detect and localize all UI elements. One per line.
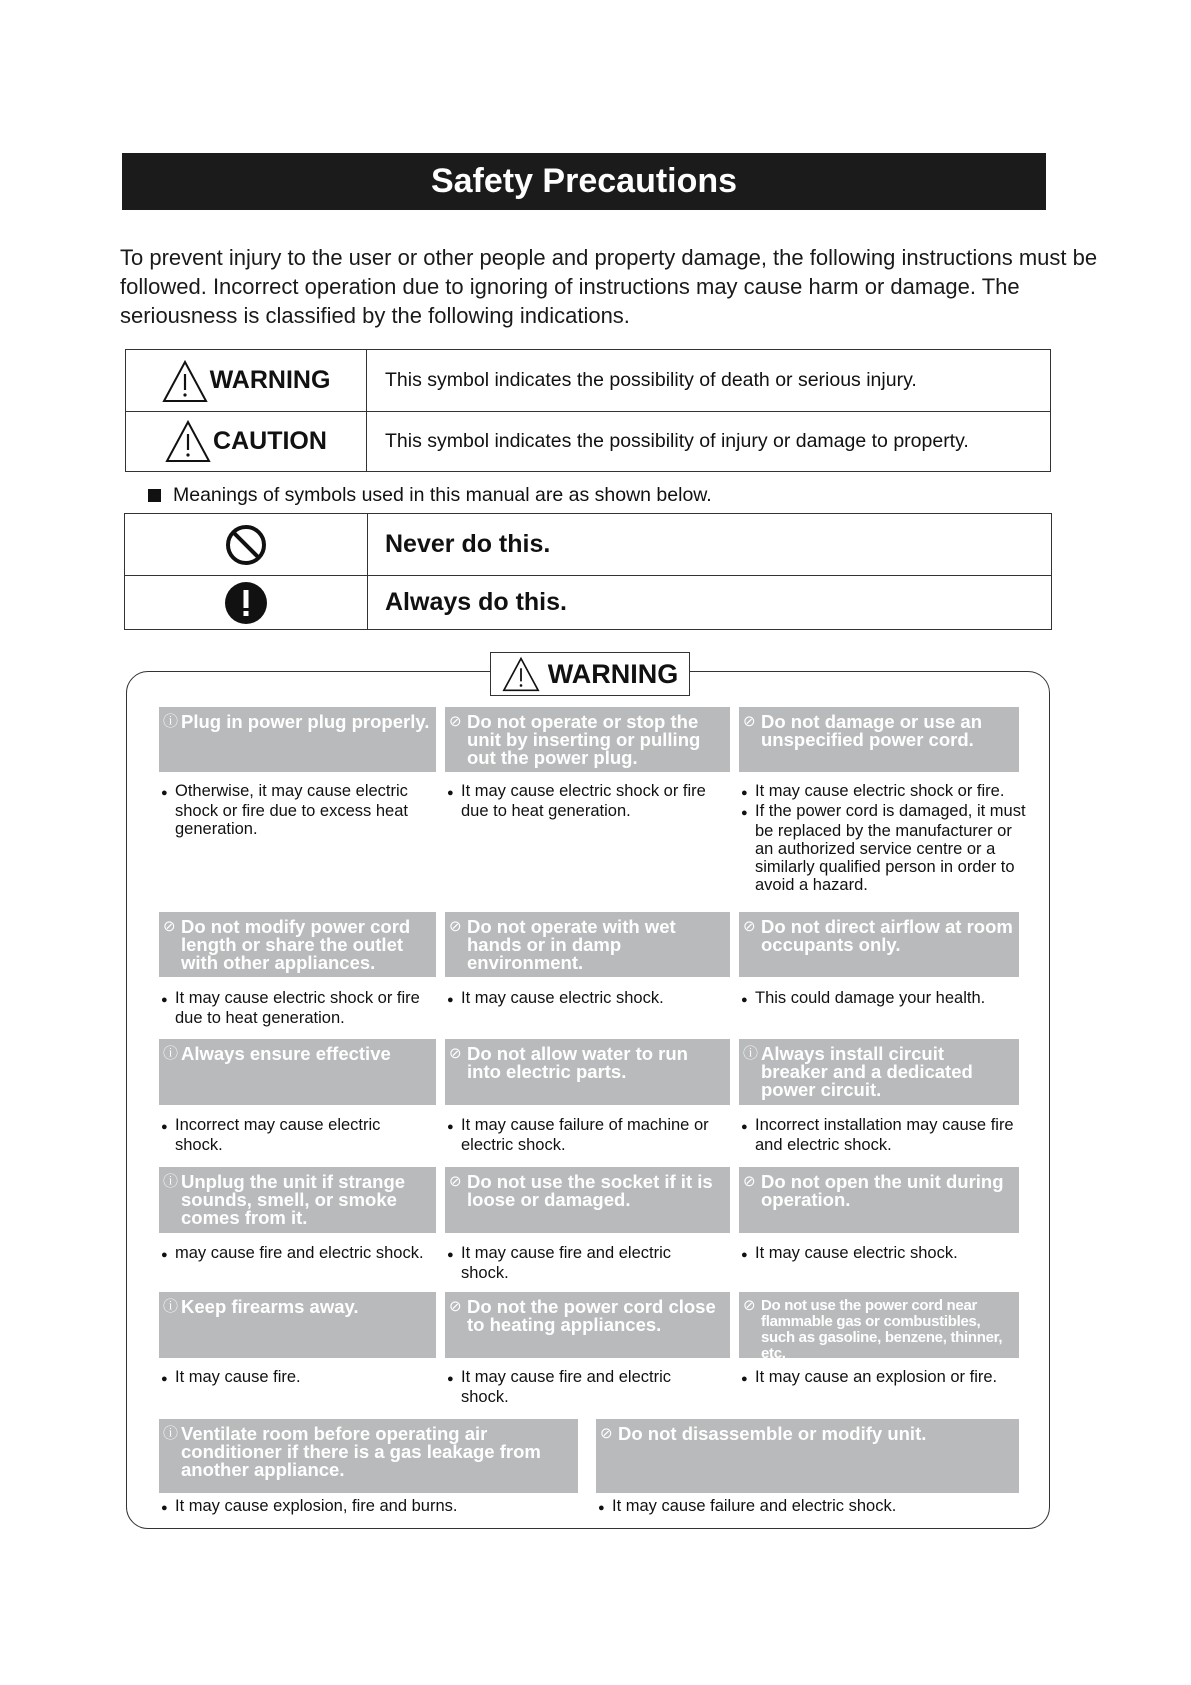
warning-item-heading	[445, 707, 730, 772]
bullet-text: Incorrect may cause electric shock.	[175, 1116, 381, 1154]
bullet-text: It may cause failure and electric shock.	[612, 1497, 897, 1515]
bullet-text: Otherwise, it may cause electric shock or fire due to excess heat generation.	[175, 782, 408, 838]
mandatory-icon	[224, 581, 268, 625]
square-bullet-icon	[148, 489, 161, 502]
warning-item-heading	[159, 707, 436, 772]
warning-item-title: Unplug the unit if strange sounds, smell, or smoke comes from it.	[181, 1171, 406, 1228]
warning-item-title: Do not modify power cord length or share the outlet with other appliances.	[181, 916, 411, 973]
warning-item-bullets	[741, 1116, 1031, 1154]
warning-item-bullets	[447, 1244, 717, 1282]
caution-triangle-icon	[165, 419, 211, 463]
bullet-dot-icon: ●	[161, 1121, 168, 1133]
hazard-level-table	[125, 349, 1051, 472]
warning-triangle-icon	[502, 656, 540, 692]
mandatory-icon: ⓘ	[163, 1173, 179, 1190]
warning-item-title: Always install circuit breaker and a dedicated power circuit.	[761, 1043, 973, 1100]
bullet-item	[447, 1244, 717, 1282]
caution-level-row	[126, 411, 1050, 471]
warning-item-heading	[445, 1039, 730, 1105]
prohibition-icon	[224, 523, 268, 567]
warning-item-heading	[159, 912, 436, 977]
warning-item-heading	[445, 1167, 730, 1233]
bullet-item	[741, 802, 1031, 894]
warning-item-bullets	[447, 782, 737, 820]
mandatory-icon: ⓘ	[163, 1425, 179, 1442]
bullet-dot-icon: ●	[741, 1121, 748, 1133]
warning-item-bullets	[161, 989, 431, 1027]
caution-level-label	[126, 411, 367, 471]
warning-item-title: Always ensure effective	[181, 1043, 391, 1064]
warning-level-row	[126, 350, 1050, 412]
warning-item-bullets	[447, 989, 737, 1009]
bullet-dot-icon: ●	[161, 1373, 168, 1385]
bullet-text: It may cause electric shock.	[755, 1244, 958, 1262]
bullet-item	[161, 1116, 431, 1154]
warning-box-label	[490, 652, 690, 696]
bullet-item	[447, 1368, 717, 1406]
prohibition-icon: ⊘	[600, 1425, 613, 1442]
bullet-text: Incorrect installation may cause fire and electric shock.	[755, 1116, 1014, 1154]
bullet-item	[741, 1368, 1031, 1388]
warning-item-bullets	[447, 1368, 717, 1406]
bullet-text: may cause fire and electric shock.	[175, 1244, 424, 1262]
prohibition-icon: ⊘	[449, 713, 462, 730]
warning-item-heading	[739, 1292, 1019, 1362]
warning-item-bullets	[161, 782, 431, 838]
warning-level-label	[126, 350, 367, 411]
warning-item-bullets	[161, 1497, 561, 1517]
warning-item-heading	[445, 912, 730, 977]
intro-paragraph: To prevent injury to the user or other people and property damage, the following instructions must be followed. Incorrect operation due to ignoring of instructions may cause harm or damage. The seriousness is classified by the following indications.	[120, 245, 1098, 328]
bullet-item	[161, 1244, 441, 1264]
warning-word: WARNING	[209, 366, 331, 394]
warning-item-heading	[159, 1167, 436, 1233]
warning-item-title: Do not direct airflow at room occupants only.	[761, 916, 1013, 955]
always-row	[125, 575, 1051, 630]
prohibition-icon: ⊘	[743, 1297, 756, 1314]
bullet-text: It may cause electric shock.	[461, 989, 664, 1007]
mandatory-icon: ⓘ	[743, 1045, 759, 1062]
bullet-item	[741, 782, 1031, 802]
bullet-dot-icon: ●	[741, 787, 748, 799]
warning-item-title: Keep firearms away.	[181, 1296, 359, 1317]
symbols-note-text: Meanings of symbols used in this manual are as shown below.	[173, 484, 712, 506]
warning-item-bullets	[598, 1497, 998, 1517]
bullet-dot-icon: ●	[741, 1373, 748, 1385]
warning-item-bullets	[741, 1244, 1031, 1264]
bullet-text: It may cause electric shock or fire due to heat generation.	[461, 782, 706, 820]
symbols-note	[148, 484, 712, 507]
prohibition-icon: ⊘	[743, 713, 756, 730]
bullet-text: If the power cord is damaged, it must be replaced by the manufacturer or an authorized service centre or a similarly qualified person in order to avoid a hazard.	[755, 802, 1026, 894]
warning-item-heading	[596, 1419, 1019, 1493]
warning-item-heading	[445, 1292, 730, 1358]
bullet-dot-icon: ●	[447, 1121, 454, 1133]
bullet-text: It may cause electric shock or fire due to heat generation.	[175, 989, 420, 1027]
bullet-text: It may cause electric shock or fire.	[755, 782, 1005, 800]
mandatory-icon: ⓘ	[163, 1045, 179, 1062]
bullet-text: It may cause explosion, fire and burns.	[175, 1497, 458, 1515]
bullet-item	[161, 1497, 561, 1517]
warning-item-title: Ventilate room before operating air conditioner if there is a gas leakage from another appliance.	[181, 1423, 541, 1480]
warning-item-bullets	[161, 1368, 431, 1388]
warning-item-heading	[159, 1419, 578, 1493]
never-text: Never do this.	[385, 530, 551, 558]
warning-item-heading	[739, 1167, 1019, 1233]
prohibition-icon: ⊘	[743, 1173, 756, 1190]
warning-item-title: Do not operate or stop the unit by inserting or pulling out the power plug.	[467, 711, 701, 768]
warning-item-heading	[739, 912, 1019, 977]
warning-item-title: Do not the power cord close to heating appliances.	[467, 1296, 716, 1335]
warning-item-heading	[159, 1292, 436, 1358]
bullet-text: It may cause an explosion or fire.	[755, 1368, 998, 1386]
bullet-text: It may cause failure of machine or electric shock.	[461, 1116, 709, 1154]
bullet-dot-icon: ●	[161, 994, 168, 1006]
warning-item-title: Do not operate with wet hands or in damp environment.	[467, 916, 676, 973]
warning-item-title: Do not allow water to run into electric parts.	[467, 1043, 688, 1082]
bullet-item	[741, 989, 1031, 1009]
warning-item-heading	[739, 1039, 1019, 1105]
bullet-dot-icon: ●	[161, 787, 168, 799]
prohibition-icon: ⊘	[449, 918, 462, 935]
caution-description: This symbol indicates the possibility of injury or damage to property.	[385, 429, 969, 452]
warning-item-heading	[159, 1039, 436, 1105]
warning-item-heading	[739, 707, 1019, 772]
bullet-item	[161, 782, 431, 838]
warning-item-title: Do not disassemble or modify unit.	[618, 1423, 927, 1444]
warning-item-bullets	[741, 989, 1031, 1009]
bullet-dot-icon: ●	[741, 994, 748, 1006]
mandatory-icon: ⓘ	[163, 713, 179, 730]
warning-item-title: Do not use the socket if it is loose or damaged.	[467, 1171, 713, 1210]
warning-item-bullets	[161, 1244, 441, 1264]
warning-item-bullets	[741, 782, 1031, 894]
warning-item-title: Plug in power plug properly.	[181, 711, 430, 732]
bullet-dot-icon: ●	[741, 1249, 748, 1261]
mandatory-icon: ⓘ	[163, 1298, 179, 1315]
bullet-text: This could damage your health.	[755, 989, 986, 1007]
bullet-item	[741, 1244, 1031, 1264]
always-symbol-cell	[125, 575, 368, 630]
bullet-item	[161, 989, 431, 1027]
bullet-dot-icon: ●	[741, 807, 748, 819]
warning-item-title: Do not damage or use an unspecified power cord.	[761, 711, 983, 750]
symbols-table	[124, 513, 1052, 630]
never-row	[125, 514, 1051, 576]
always-text: Always do this.	[385, 588, 567, 616]
prohibition-icon: ⊘	[449, 1045, 462, 1062]
warning-triangle-icon	[162, 359, 208, 403]
bullet-text: It may cause fire.	[175, 1368, 301, 1386]
bullet-item	[447, 782, 737, 820]
bullet-item	[598, 1497, 998, 1517]
bullet-dot-icon: ●	[161, 1249, 168, 1261]
prohibition-icon: ⊘	[163, 918, 176, 935]
bullet-dot-icon: ●	[161, 1502, 168, 1514]
page-title: Safety Precautions	[122, 153, 1046, 210]
warning-item-title: Do not open the unit during operation.	[761, 1171, 1004, 1210]
bullet-dot-icon: ●	[447, 787, 454, 799]
warning-item-bullets	[161, 1116, 431, 1154]
prohibition-icon: ⊘	[743, 918, 756, 935]
bullet-dot-icon: ●	[447, 994, 454, 1006]
never-symbol-cell	[125, 514, 368, 575]
caution-word: CAUTION	[213, 426, 327, 455]
prohibition-icon: ⊘	[449, 1173, 462, 1190]
warning-item-bullets	[741, 1368, 1031, 1388]
prohibition-icon: ⊘	[449, 1298, 462, 1315]
warning-item-title: Do not use the power cord near flammable gas or combustibles, such as gasoline, benzene, thinner, etc.	[761, 1297, 1003, 1362]
warning-description: This symbol indicates the possibility of death or serious injury.	[385, 369, 917, 391]
warning-item-bullets	[447, 1116, 717, 1154]
bullet-dot-icon: ●	[598, 1502, 605, 1514]
bullet-text: It may cause fire and electric shock.	[461, 1244, 672, 1282]
bullet-text: It may cause fire and electric shock.	[461, 1368, 672, 1406]
bullet-item	[741, 1116, 1031, 1154]
warning-box-word: WARNING	[547, 658, 679, 689]
bullet-item	[161, 1368, 431, 1388]
bullet-dot-icon: ●	[447, 1373, 454, 1385]
bullet-dot-icon: ●	[447, 1249, 454, 1261]
bullet-item	[447, 1116, 717, 1154]
bullet-item	[447, 989, 737, 1009]
